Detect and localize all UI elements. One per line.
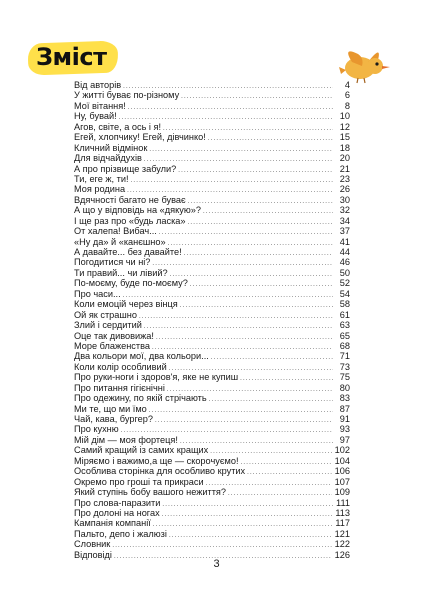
toc-entry	[74, 247, 350, 257]
toc-entry	[74, 299, 350, 309]
toc-entry-title: Про кухню	[74, 424, 119, 435]
toc-leader-dots	[153, 520, 333, 530]
toc-leader-dots	[152, 259, 333, 269]
toc-entry-title: А давайте... без давайте!	[74, 247, 182, 257]
toc-entry-page: 107	[334, 476, 350, 487]
toc-entry-page: 37	[339, 226, 350, 237]
toc-entry-title: Коли колір особливий	[74, 361, 167, 372]
toc-entry	[74, 90, 350, 100]
toc-entry-page: 63	[339, 320, 350, 331]
toc-entry-title: Агов, світе, а ось і я!	[74, 121, 162, 132]
toc-entry-title: От халепа! Вибач...	[74, 226, 157, 237]
toc-entry-title: Словник	[74, 539, 111, 550]
toc-entry	[74, 226, 350, 236]
toc-leader-dots	[190, 280, 333, 290]
toc-entry-page: 126	[334, 549, 350, 560]
toc-entry	[74, 498, 350, 508]
toc-entry-title: І ще раз про «будь ласка»	[74, 215, 186, 226]
toc-entry-title: Про часи...	[74, 288, 121, 299]
toc-entry-title: Про одежину, по якій стрічають	[74, 393, 207, 404]
toc-entry-title: А про прізвище забули?	[74, 163, 177, 174]
toc-entry	[74, 404, 350, 414]
toc-entry-title: Про питання гігієнічні	[74, 382, 165, 393]
toc-entry	[74, 122, 350, 132]
toc-entry-page: 113	[335, 507, 350, 518]
toc-entry-title: Про долоні на ногах	[74, 507, 160, 518]
toc-entry	[74, 393, 350, 403]
toc-entry-title: Пальто, депо і жалюзі	[74, 528, 167, 539]
toc-entry	[74, 456, 350, 466]
toc-entry-page: 6	[344, 90, 350, 101]
toc-entry-page: 75	[339, 372, 350, 383]
toc-leader-dots	[188, 197, 333, 207]
toc-entry-page: 117	[335, 518, 350, 529]
toc-entry-page: 15	[339, 132, 350, 143]
toc-entry-page: 12	[339, 121, 350, 132]
toc-entry-title: Чай, кава, бургер?	[74, 414, 153, 424]
toc-leader-dots	[188, 218, 333, 228]
toc-entry-title: Море блаженства	[74, 340, 150, 351]
toc-entry-title: А що у відповідь на «дякую»?	[74, 205, 201, 216]
toc-entry	[74, 539, 350, 549]
toc-entry-title: Кампанія компанії	[74, 518, 151, 529]
toc-entry-title: Злий і сердитий	[74, 320, 142, 331]
toc-entry	[74, 257, 350, 267]
toc-entry-page: 18	[339, 142, 350, 153]
toc-leader-dots	[156, 333, 333, 343]
toc-entry	[74, 174, 350, 184]
toc-entry	[74, 143, 350, 153]
toc-entry-title: Про руки-ноги і здоров'я, яке не купиш	[74, 372, 239, 383]
toc-entry	[74, 278, 350, 288]
toc-entry	[74, 435, 350, 445]
toc-entry-page: 23	[339, 173, 350, 184]
toc-entry-page: 102	[334, 445, 350, 456]
toc-entry	[74, 508, 350, 518]
toc-entry-page: 80	[339, 382, 350, 393]
toc-leader-dots	[112, 541, 331, 551]
toc-entry-title: Відповіді	[74, 549, 112, 560]
toc-entry-title: Мої вітання!	[74, 100, 126, 111]
table-of-contents	[74, 80, 350, 560]
toc-leader-dots	[128, 103, 333, 113]
toc-entry-title: Оце так дивовижа!	[74, 330, 154, 341]
toc-entry-page: 32	[339, 205, 350, 216]
toc-entry	[74, 132, 350, 142]
toc-entry-title: Від авторів	[74, 80, 122, 90]
toc-entry	[74, 341, 350, 351]
toc-entry-title: Самий кращий із самих кращих	[74, 445, 209, 456]
toc-leader-dots	[169, 531, 332, 541]
toc-entry-page: 93	[339, 424, 350, 435]
toc-entry-page: 65	[339, 330, 350, 341]
toc-leader-dots	[144, 322, 333, 332]
toc-leader-dots	[211, 353, 333, 363]
toc-entry-page: 58	[339, 299, 350, 310]
toc-leader-dots	[184, 249, 333, 259]
toc-entry-title: У житті буває по-різному	[74, 90, 180, 101]
toc-entry-title: Ти, еге ж, ти!	[74, 173, 129, 184]
toc-entry-page: 30	[339, 194, 350, 205]
page-number: 3	[213, 558, 220, 570]
bird-eye	[375, 62, 378, 65]
toc-entry	[74, 320, 350, 330]
toc-entry-title: «Ну да» й «канєшно»	[74, 236, 166, 247]
toc-entry-page: 21	[339, 163, 350, 174]
toc-entry-page: 68	[339, 340, 350, 351]
toc-leader-dots	[149, 145, 333, 155]
toc-entry-title: Ти правий... чи лівий?	[74, 267, 168, 278]
toc-entry	[74, 205, 350, 215]
toc-entry-title: Коли емоцій через вінця	[74, 299, 178, 310]
toc-entry-title: Погодитися чи ні?	[74, 257, 151, 268]
toc-entry	[74, 351, 350, 361]
toc-entry	[74, 466, 350, 476]
toc-leader-dots	[241, 458, 332, 468]
toc-entry-title: Ми те, що ми їмо	[74, 403, 147, 414]
toc-entry-page: 10	[339, 111, 350, 122]
toc-leader-dots	[139, 312, 333, 322]
toc-entry-title: Який ступінь бобу вашого нежиття?	[74, 487, 227, 498]
bird-tail	[339, 67, 346, 74]
toc-entry-title: Егей, хлопчику! Егей, дівчинко!	[74, 132, 206, 143]
toc-entry-page: 121	[334, 528, 350, 539]
toc-entry-title: Особлива сторінка для особливо крутих	[74, 466, 246, 477]
toc-leader-dots	[240, 374, 333, 384]
toc-entry-title: Вдячності багато не буває	[74, 194, 186, 205]
toc-leader-dots	[162, 510, 333, 520]
toc-entry-title: Кличний відмінок	[74, 142, 148, 153]
toc-entry	[74, 518, 350, 528]
toc-entry	[74, 80, 350, 90]
toc-entry	[74, 111, 350, 121]
toc-entry-page: 87	[339, 403, 350, 414]
toc-entry	[74, 195, 350, 205]
toc-leader-dots	[228, 489, 332, 499]
toc-entry	[74, 414, 350, 424]
toc-leader-dots	[209, 395, 333, 405]
toc-entry-page: 71	[339, 351, 350, 362]
toc-entry-title: Для відчайдухів	[74, 153, 142, 164]
toc-entry-page: 109	[334, 487, 350, 498]
toc-entry-page: 26	[339, 184, 350, 195]
toc-entry-title: Моя родина	[74, 184, 126, 195]
toc-entry	[74, 372, 350, 382]
toc-entry-page: 20	[339, 153, 350, 164]
bird-head	[367, 58, 383, 74]
toc-entry	[74, 153, 350, 163]
toc-entry	[74, 362, 350, 372]
toc-entry-page: 104	[334, 455, 350, 466]
toc-entry-page: 111	[336, 497, 350, 508]
toc-entry	[74, 237, 350, 247]
toc-entry-page: 41	[339, 236, 350, 247]
toc-leader-dots	[162, 500, 333, 510]
toc-leader-dots	[149, 406, 333, 416]
toc-entry-page: 52	[339, 278, 350, 289]
toc-entry-title: Ну, бувай!	[74, 111, 117, 122]
toc-entry-page: 122	[334, 539, 350, 550]
toc-entry-title: Ой як страшно	[74, 309, 137, 320]
toc-entry	[74, 268, 350, 278]
toc-entry	[74, 310, 350, 320]
toc-entry	[74, 216, 350, 226]
toc-entry-page: 54	[339, 288, 350, 299]
toc-leader-dots	[131, 176, 333, 186]
toc-entry-title: Про слова-паразити	[74, 497, 161, 508]
toc-entry-page: 61	[339, 309, 350, 320]
toc-entry-page: 46	[339, 257, 350, 268]
toc-entry-title: Міряємо і важимо,а ще — скорочуємо!	[74, 455, 239, 466]
toc-leader-dots	[247, 468, 332, 478]
toc-entry-page: 106	[334, 466, 350, 477]
toc-entry	[74, 383, 350, 393]
toc-leader-dots	[170, 270, 333, 280]
toc-entry-page: 97	[339, 434, 350, 445]
toc-entry	[74, 424, 350, 434]
toc-leader-dots	[180, 301, 333, 311]
toc-leader-dots	[203, 207, 333, 217]
toc-entry	[74, 184, 350, 194]
toc-entry-page: 50	[339, 267, 350, 278]
toc-leader-dots	[155, 416, 333, 426]
toc-entry-title: По-моєму, буде по-моєму?	[74, 278, 188, 289]
toc-entry-page: 83	[339, 393, 350, 404]
toc-entry-title: Окремо про гроші та прикраси	[74, 476, 204, 487]
toc-entry	[74, 331, 350, 341]
toc-leader-dots	[208, 134, 333, 144]
toc-entry	[74, 487, 350, 497]
toc-leader-dots	[168, 239, 333, 249]
toc-entry	[74, 477, 350, 487]
toc-entry-title: Два кольори мої, два кольори...	[74, 351, 209, 362]
toc-entry-page: 8	[344, 100, 350, 111]
toc-entry	[74, 101, 350, 111]
toc-leader-dots	[181, 92, 333, 102]
toc-entry-page: 73	[339, 361, 350, 372]
toc-entry-page: 4	[344, 80, 350, 90]
toc-entry	[74, 289, 350, 299]
toc-entry	[74, 445, 350, 455]
toc-entry-page: 44	[339, 247, 350, 257]
toc-entry	[74, 164, 350, 174]
toc-leader-dots	[178, 166, 333, 176]
toc-leader-dots	[159, 228, 333, 238]
page-title: Зміст	[36, 43, 107, 71]
bird-beak	[382, 66, 390, 69]
toc-entry	[74, 529, 350, 539]
toc-entry-page: 91	[339, 414, 350, 424]
toc-entry-title: Мій дім — моя фортеця!	[74, 434, 178, 445]
toc-entry-page: 34	[339, 215, 350, 226]
